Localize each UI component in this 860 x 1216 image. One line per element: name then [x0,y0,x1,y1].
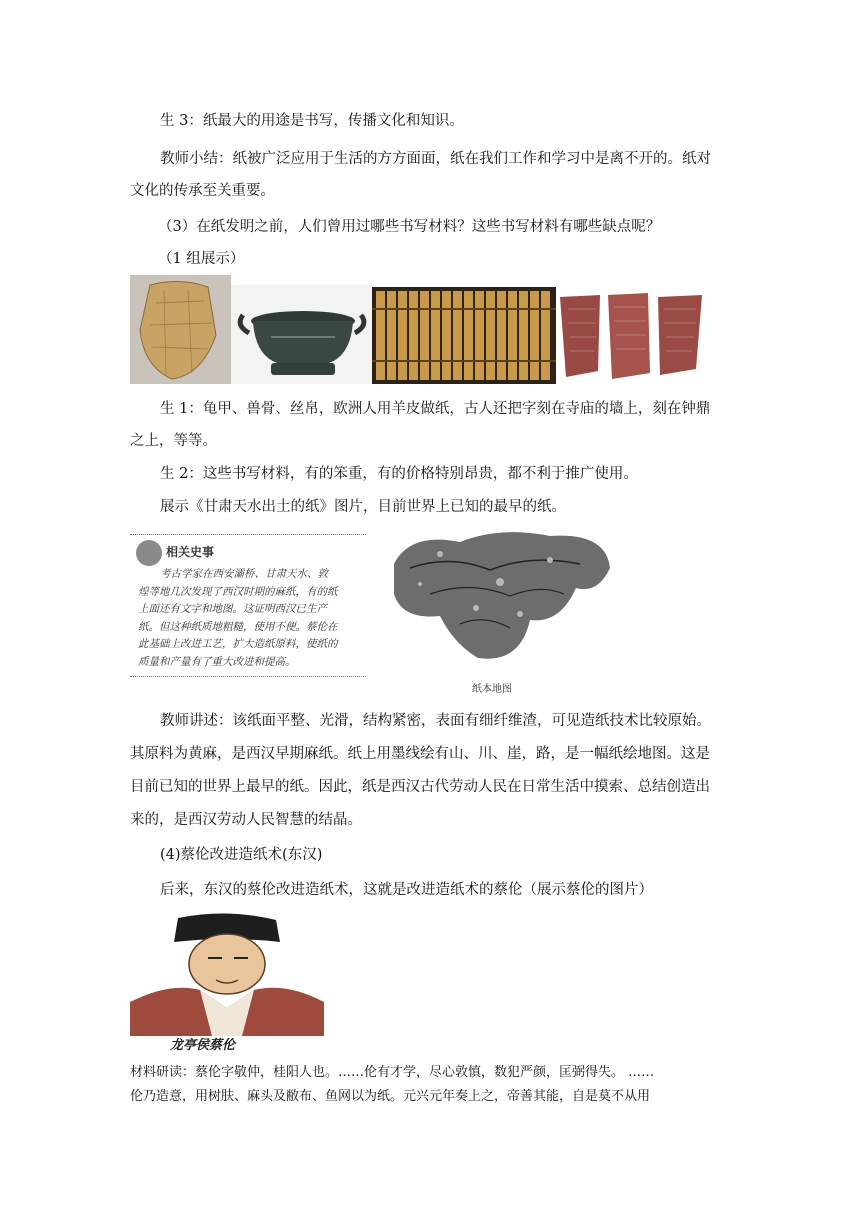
paragraph-student-1-line2: 之上，等等。 [130,433,217,449]
paper-map-caption: 纸本地图 [472,684,512,695]
paragraph-teacher-explain-line4: 来的，是西汉劳动人民智慧的结晶。 [130,812,362,828]
paragraph-student-2: 生 2：这些书写材料，有的笨重，有的价格特别昂贵，都不利于推广使用。 [160,466,638,482]
paragraph-student-3: 生 3：纸最大的用途是书写，传播文化和知识。 [160,113,464,129]
paragraph-material-line1: 材料研读：蔡伦字敬仲，桂阳人也。……伦有才学，尽心敦慎，数犯严颜，匡弼得失。 …… [130,1065,655,1080]
paragraph-cailun-intro: 后来，东汉的蔡伦改进造纸术，这就是改进造纸术的蔡伦（展示蔡伦的图片） [160,882,653,898]
turtle-shell-image [130,275,231,384]
paragraph-question-3: （3）在纸发明之前，人们曾用过哪些书写材料？这些书写材料有哪些缺点呢？ [158,219,661,235]
paragraph-teacher-explain-line3: 目前已知的世界上最早的纸。因此，纸是西汉古代劳动人民在日常生活中摸索、总结创造出 [130,779,710,795]
history-box-text [138,566,364,671]
paper-map-image [380,524,618,696]
history-line: 上面还有文字和地图。这证明西汉已生产 [138,603,327,615]
history-line: 纸。但这种纸质地粗糙，使用不便。蔡伦在 [138,620,338,633]
cailun-portrait-image [130,912,324,1052]
paragraph-group-show: （1 组展示） [158,251,245,267]
history-line: 考古学家在西安灞桥、甘肃天水、敦 [160,568,328,580]
history-line: 煌等地几次发现了西汉时期的麻纸，有的纸 [138,585,338,598]
paragraph-teacher-explain-line1: 教师讲述：该纸面平整、光滑，结构紧密，表面有细纤维渣，可见造纸技术比较原始。 [160,713,711,729]
paragraph-material-line2: 伦乃造意，用树肤、麻头及敝布、鱼网以为纸。元兴元年奏上之，帝善其能，自是莫不从用 [130,1089,651,1104]
paragraph-cailun-heading: (4)蔡伦改进造纸术(东汉) [160,847,323,863]
silk-scroll-image [556,289,708,382]
paragraph-teacher-summary-line1: 教师小结：纸被广泛应用于生活的方方面面，纸在我们工作和学习中是离不开的。纸对 [160,151,711,167]
history-box-title: 相关史事 [166,545,215,559]
paragraph-teacher-explain-line2: 其原料为黄麻，是西汉早期麻纸。纸上用墨线绘有山、川、崖，路，是一幅纸绘地图。这是 [130,746,710,762]
bronze-vessel-image [231,285,372,384]
paragraph-show-paper: 展示《甘肃天水出土的纸》图片，目前世界上已知的最早的纸。 [160,499,566,515]
paragraph-student-1-line1: 生 1：龟甲、兽骨、丝帛，欧洲人用羊皮做纸，古人还把字刻在寺庙的墙上，刻在钟鼎 [160,401,711,417]
history-box-icon [136,540,162,566]
history-box [130,528,366,694]
history-line: 质量和产量有了重大改进和提高。 [138,655,296,668]
cailun-caption: 龙亭侯蔡伦 [170,1038,236,1052]
paragraph-teacher-summary-line2: 文化的传承至关重要。 [130,183,275,199]
bamboo-slips-image [372,287,556,384]
history-line: 此基础上改进工艺，扩大造纸原料，使纸的 [138,638,338,650]
